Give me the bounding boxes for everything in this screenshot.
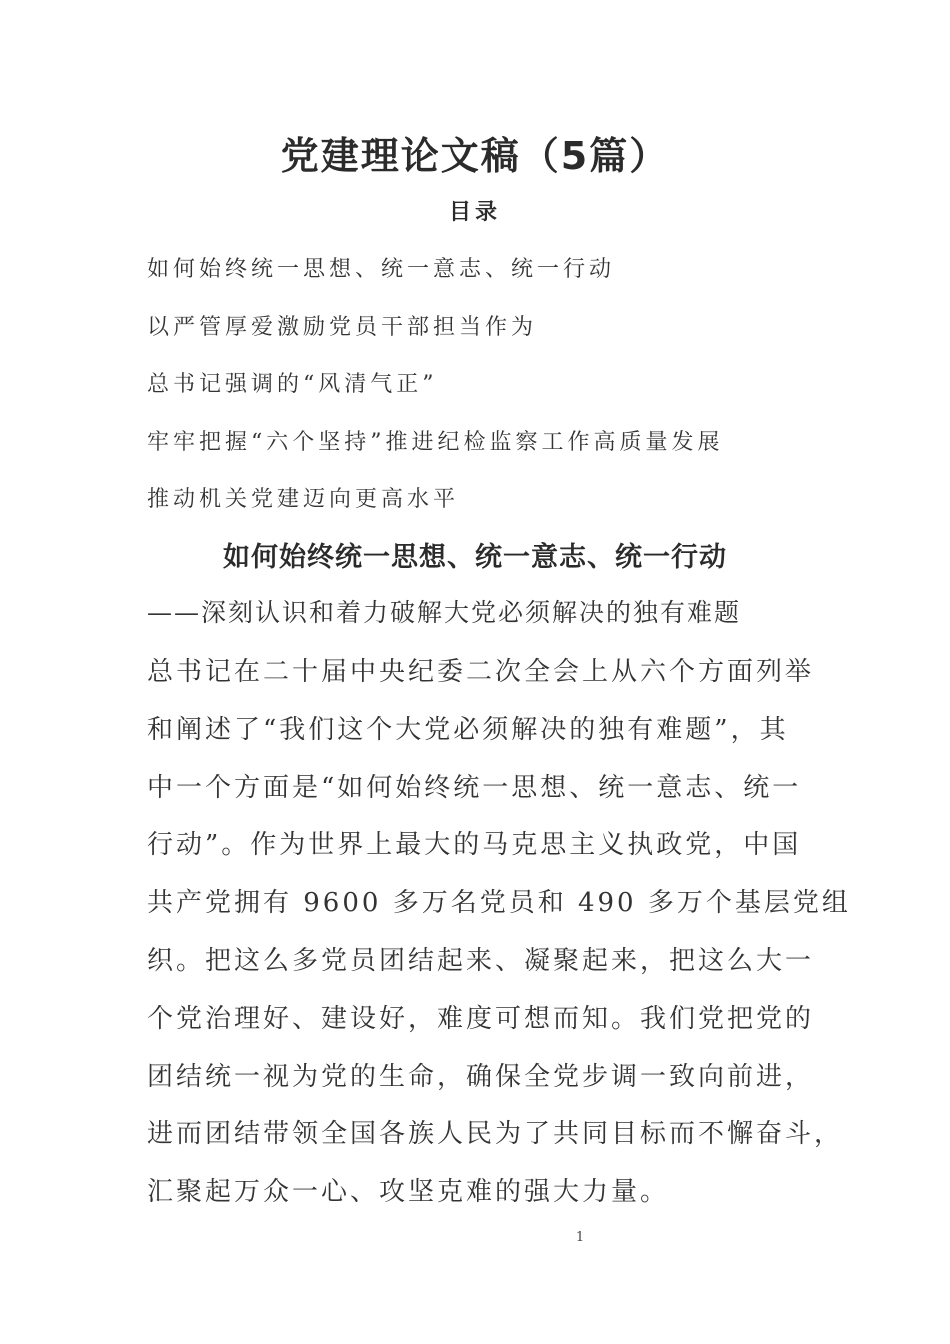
toc-item[interactable]: 以严管厚爱激励党员干部担当作为: [147, 314, 538, 340]
body-line: 个党治理好、建设好，难度可想而知。我们党把党的: [147, 1003, 815, 1034]
body-line: 织。把这么多党员团结起来、凝聚起来，把这么大一: [147, 945, 815, 976]
toc-item[interactable]: 总书记强调的“风清气正”: [147, 372, 438, 397]
body-line: 共产党拥有 9600 多万名党员和 490 多万个基层党组: [147, 888, 851, 919]
body-line: 和阐述了“我们这个大党必须解决的独有难题”，其: [147, 714, 789, 745]
body-line: 行动”。作为世界上最大的马克思主义执政党，中国: [147, 830, 802, 861]
document-title: 党建理论文稿（5篇）: [280, 134, 670, 178]
toc-item[interactable]: 推动机关党建迈向更高水平: [147, 487, 460, 512]
toc-item[interactable]: 如何始终统一思想、统一意志、统一行动: [147, 257, 616, 282]
body-line: 中一个方面是“如何始终统一思想、统一意志、统一: [147, 772, 802, 803]
body-line: 进而团结带领全国各族人民为了共同目标而不懈奋斗，: [147, 1119, 844, 1150]
toc-item[interactable]: 牢牢把握“六个坚持”推进纪检监察工作高质量发展: [147, 429, 724, 455]
page-number: 1: [575, 1230, 585, 1245]
article-title: 如何始终统一思想、统一意志、统一行动: [223, 542, 727, 573]
body-line: 团结统一视为党的生命，确保全党步调一致向前进，: [147, 1061, 815, 1092]
toc-heading: 目录: [448, 200, 501, 225]
article-subtitle: ——深刻认识和着力破解大党必须解决的独有难题: [147, 598, 742, 627]
article-body: [147, 652, 851, 1230]
body-line: 总书记在二十届中央纪委二次全会上从六个方面列举: [147, 657, 815, 687]
body-line: 汇聚起万众一心、攻坚克难的强大力量。: [147, 1177, 670, 1208]
table-of-contents: [147, 254, 724, 542]
